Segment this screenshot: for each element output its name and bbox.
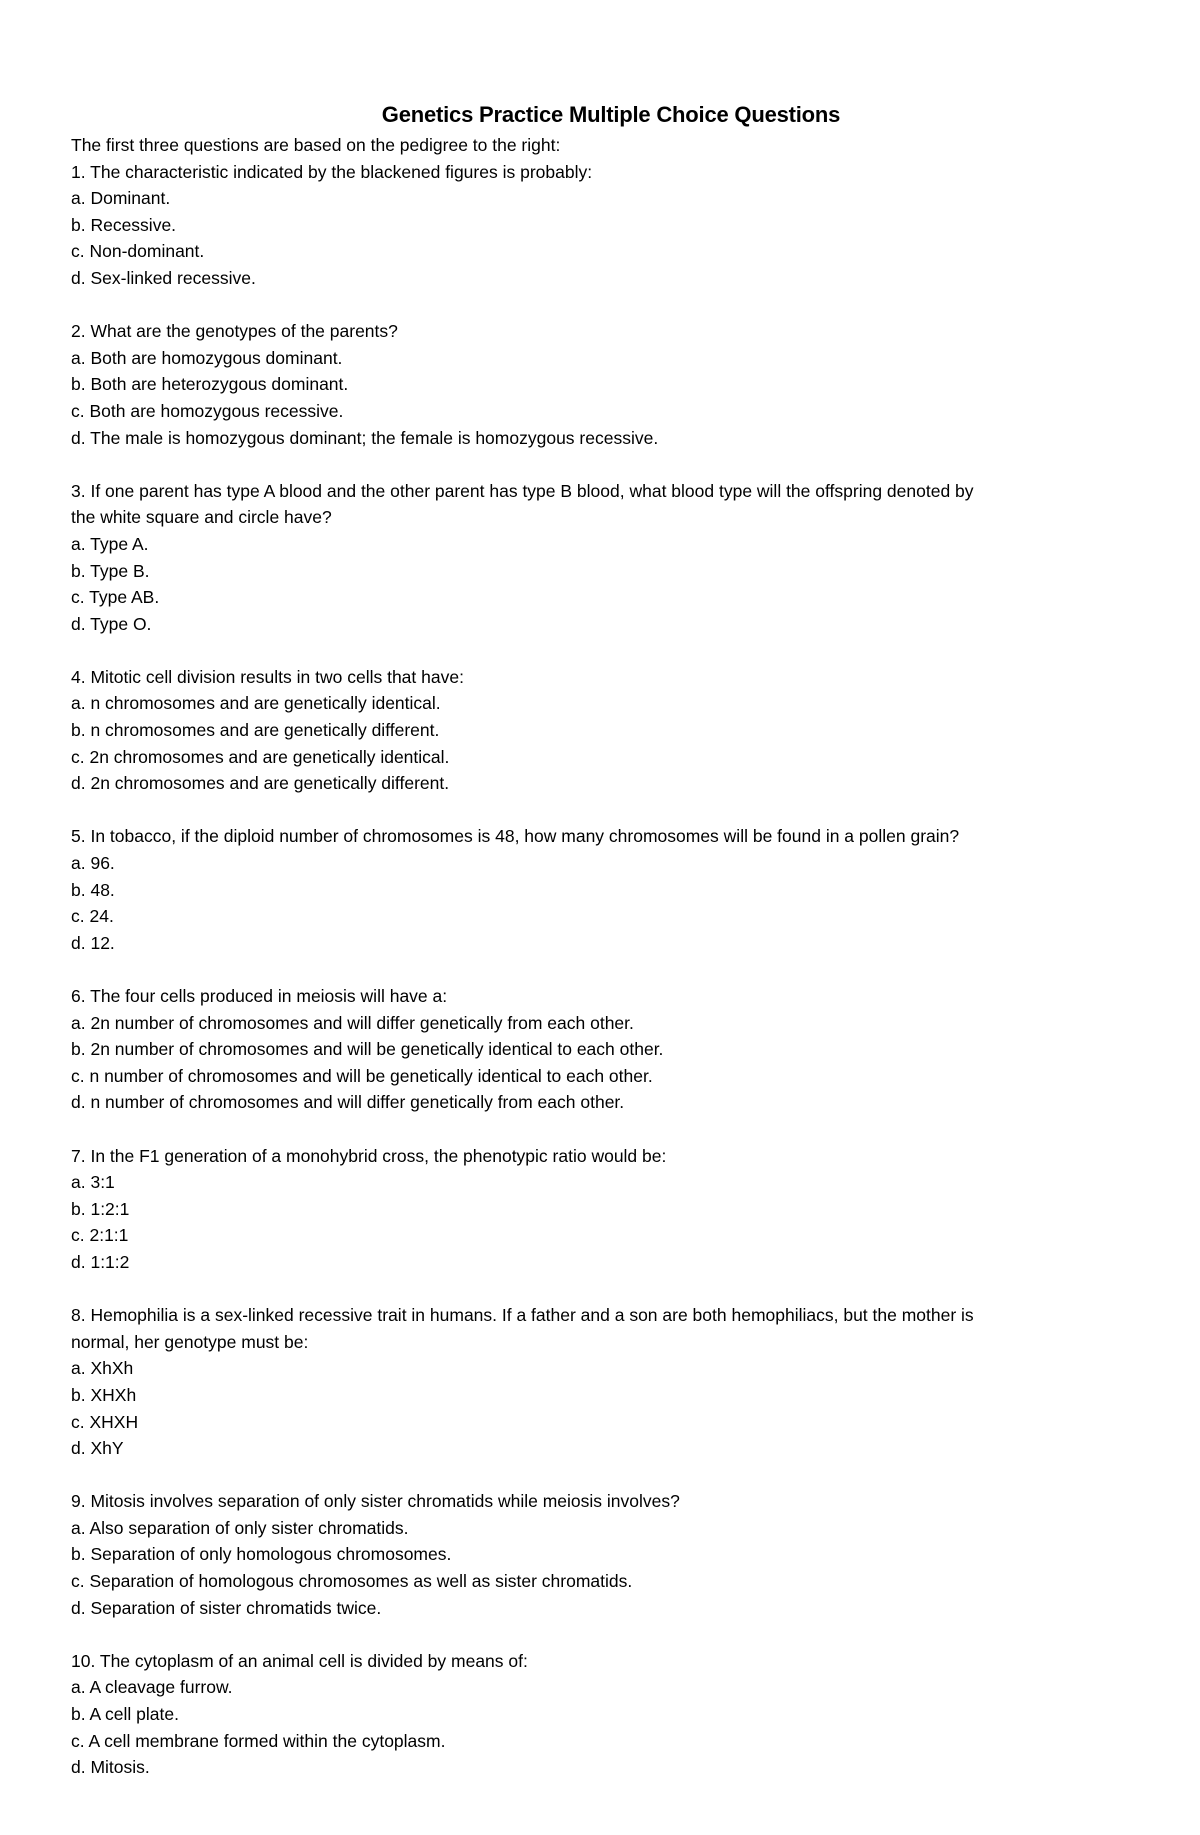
option-d: d. Sex-linked recessive.: [71, 267, 256, 288]
question-text: 4. Mitotic cell division results in two cells that have:: [71, 666, 464, 687]
option-c: c. 2n chromosomes and are genetically identical.: [71, 746, 450, 767]
option-c: c. A cell membrane formed within the cytoplasm.: [71, 1730, 446, 1751]
option-c: c. XHXH: [71, 1411, 139, 1432]
option-a: a. A cleavage furrow.: [71, 1677, 233, 1698]
option-a: a. Both are homozygous dominant.: [71, 347, 343, 368]
option-b: b. 48.: [71, 879, 115, 900]
question-4: [71, 664, 1131, 797]
option-d: d. 1:1:2: [71, 1251, 130, 1272]
page-title: Genetics Practice Multiple Choice Questions: [381, 102, 841, 127]
question-text: 5. In tobacco, if the diploid number of chromosomes is 48, how many chromosomes will be found in a pollen grain?: [71, 826, 960, 847]
option-a: a. 96.: [71, 853, 115, 874]
option-a: a. Also separation of only sister chromatids.: [71, 1517, 409, 1538]
option-c: c. 24.: [71, 906, 114, 927]
option-c: c. 2:1:1: [71, 1225, 129, 1246]
option-c: c. n number of chromosomes and will be genetically identical to each other.: [71, 1065, 653, 1086]
option-a: a. XhXh: [71, 1358, 134, 1379]
question-2: [71, 318, 1131, 451]
option-d: d. n number of chromosomes and will differ genetically from each other.: [71, 1092, 625, 1113]
question-text-line-1: 3. If one parent has type A blood and the other parent has type B blood, what blood type will the offspring denoted by: [71, 480, 974, 501]
option-b: b. A cell plate.: [71, 1704, 179, 1725]
question-text-line-2: the white square and circle have?: [71, 507, 332, 528]
question-text: 10. The cytoplasm of an animal cell is divided by means of:: [71, 1650, 528, 1671]
option-b: b. XHXh: [71, 1384, 137, 1405]
question-text: 6. The four cells produced in meiosis will have a:: [71, 986, 448, 1006]
option-c: c. Both are homozygous recessive.: [71, 400, 344, 421]
option-a: a. 2n number of chromosomes and will differ genetically from each other.: [71, 1012, 634, 1033]
question-text-line-1: 8. Hemophilia is a sex-linked recessive trait in humans. If a father and a son are both hemophiliacs, but the mother is: [71, 1305, 974, 1326]
option-b: b. Separation of only homologous chromosomes.: [71, 1544, 452, 1565]
option-d: d. 12.: [71, 932, 115, 953]
option-d: d. Mitosis.: [71, 1757, 150, 1778]
option-b: b. n chromosomes and are genetically different.: [71, 720, 440, 741]
option-c: c. Non-dominant.: [71, 241, 205, 262]
option-d: d. Type O.: [71, 613, 152, 634]
option-d: d. XhY: [71, 1438, 124, 1459]
question-text: 9. Mitosis involves separation of only sister chromatids while meiosis involves?: [71, 1491, 680, 1512]
question-text: 1. The characteristic indicated by the blackened figures is probably:: [71, 161, 593, 182]
option-b: b. 1:2:1: [71, 1198, 130, 1219]
question-1: [71, 159, 1131, 292]
question-7: [71, 1143, 1131, 1276]
option-d: d. The male is homozygous dominant; the female is homozygous recessive.: [71, 427, 659, 448]
option-c: c. Type AB.: [71, 587, 160, 608]
question-9: [71, 1488, 1131, 1621]
option-a: a. n chromosomes and are genetically identical.: [71, 693, 441, 714]
option-c: c. Separation of homologous chromosomes as well as sister chromatids.: [71, 1571, 633, 1592]
question-3: [71, 478, 1131, 638]
option-d: d. 2n chromosomes and are genetically different.: [71, 773, 450, 794]
question-5: [71, 823, 1131, 956]
question-6: [71, 983, 1131, 1116]
document-page: [71, 100, 1131, 1781]
question-text: 7. In the F1 generation of a monohybrid cross, the phenotypic ratio would be:: [71, 1145, 667, 1166]
option-d: d. Separation of sister chromatids twice.: [71, 1597, 382, 1618]
question-text-line-2: normal, her genotype must be:: [71, 1331, 309, 1352]
option-b: b. 2n number of chromosomes and will be genetically identical to each other.: [71, 1039, 664, 1060]
question-8: [71, 1302, 1131, 1462]
option-b: b. Both are heterozygous dominant.: [71, 374, 349, 395]
option-b: b. Recessive.: [71, 214, 177, 235]
option-a: a. 3:1: [71, 1172, 115, 1193]
option-a: a. Dominant.: [71, 188, 171, 209]
option-a: a. Type A.: [71, 533, 149, 554]
intro-text: The first three questions are based on the pedigree to the right:: [71, 135, 561, 155]
option-b: b. Type B.: [71, 560, 150, 581]
question-10: [71, 1648, 1131, 1781]
question-text: 2. What are the genotypes of the parents?: [71, 321, 398, 342]
